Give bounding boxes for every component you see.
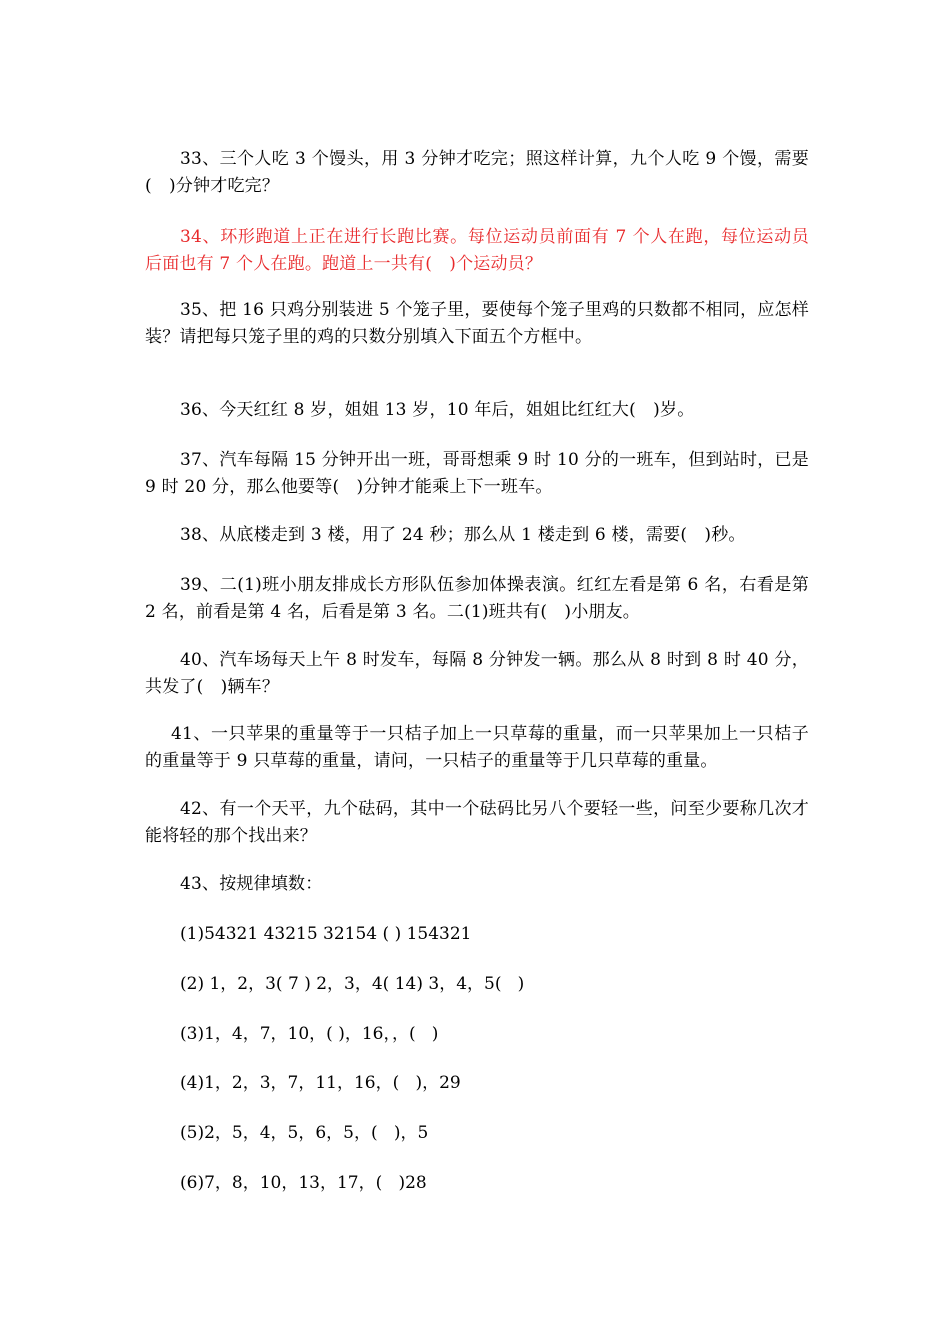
question-38: 38、从底楼走到 3 楼，用了 24 秒；那么从 1 楼走到 6 楼，需要( )秒。 bbox=[180, 525, 746, 545]
question-39: 39、二(1)班小朋友排成长方形队伍参加体操表演。红红左看是第 6 名，右看是第 2 名，前看是第 4 名，后看是第 3 名。二(1)班共有( )小朋友。 bbox=[145, 575, 809, 622]
question-36: 36、今天红红 8 岁，姐姐 13 岁，10 年后，姐姐比红红大( )岁。 bbox=[180, 400, 695, 420]
sequence-3: (3)1，4，7，10，( )，16，，( ) bbox=[180, 1024, 439, 1044]
question-33: 33、三个人吃 3 个馒头，用 3 分钟才吃完；照这样计算，九个人吃 9 个馒，需要( )分钟才吃完？ bbox=[145, 149, 809, 196]
sequence-1: (1)54321 43215 32154 ( ) 154321 bbox=[180, 924, 472, 944]
question-41: 41、一只苹果的重量等于一只桔子加上一只草莓的重量，而一只苹果加上一只桔子的重量等于 9 只草莓的重量，请问，一只桔子的重量等于几只草莓的重量。 bbox=[145, 724, 809, 771]
question-34: 34、环形跑道上正在进行长跑比赛。每位运动员前面有 7 个人在跑，每位运动员后面也有 7 个人在跑。跑道上一共有( )个运动员？ bbox=[145, 227, 809, 274]
sequence-4: (4)1，2，3，7，11，16，( )，29 bbox=[180, 1073, 461, 1093]
question-40: 40、汽车场每天上午 8 时发车，每隔 8 分钟发一辆。那么从 8 时到 8 时 40 分，共发了( )辆车？ bbox=[145, 650, 809, 697]
sequence-6: (6)7，8，10，13，17，( )28 bbox=[180, 1173, 427, 1193]
question-43: 43、按规律填数： bbox=[180, 874, 323, 894]
sequence-2: (2) 1，2，3( 7 ) 2，3，4( 14) 3，4，5( ) bbox=[180, 974, 525, 994]
sequence-5: (5)2，5，4，5，6，5，( )，5 bbox=[180, 1123, 429, 1143]
question-35: 35、把 16 只鸡分别装进 5 个笼子里，要使每个笼子里鸡的只数都不相同，应怎样装？请把每只笼子里的鸡的只数分别填入下面五个方框中。 bbox=[145, 300, 809, 347]
question-37: 37、汽车每隔 15 分钟开出一班，哥哥想乘 9 时 10 分的一班车，但到站时，已是 9 时 20 分，那么他要等( )分钟才能乘上下一班车。 bbox=[145, 450, 809, 497]
question-42: 42、有一个天平，九个砝码，其中一个砝码比另八个要轻一些，问至少要称几次才能将轻的那个找出来？ bbox=[145, 799, 809, 846]
